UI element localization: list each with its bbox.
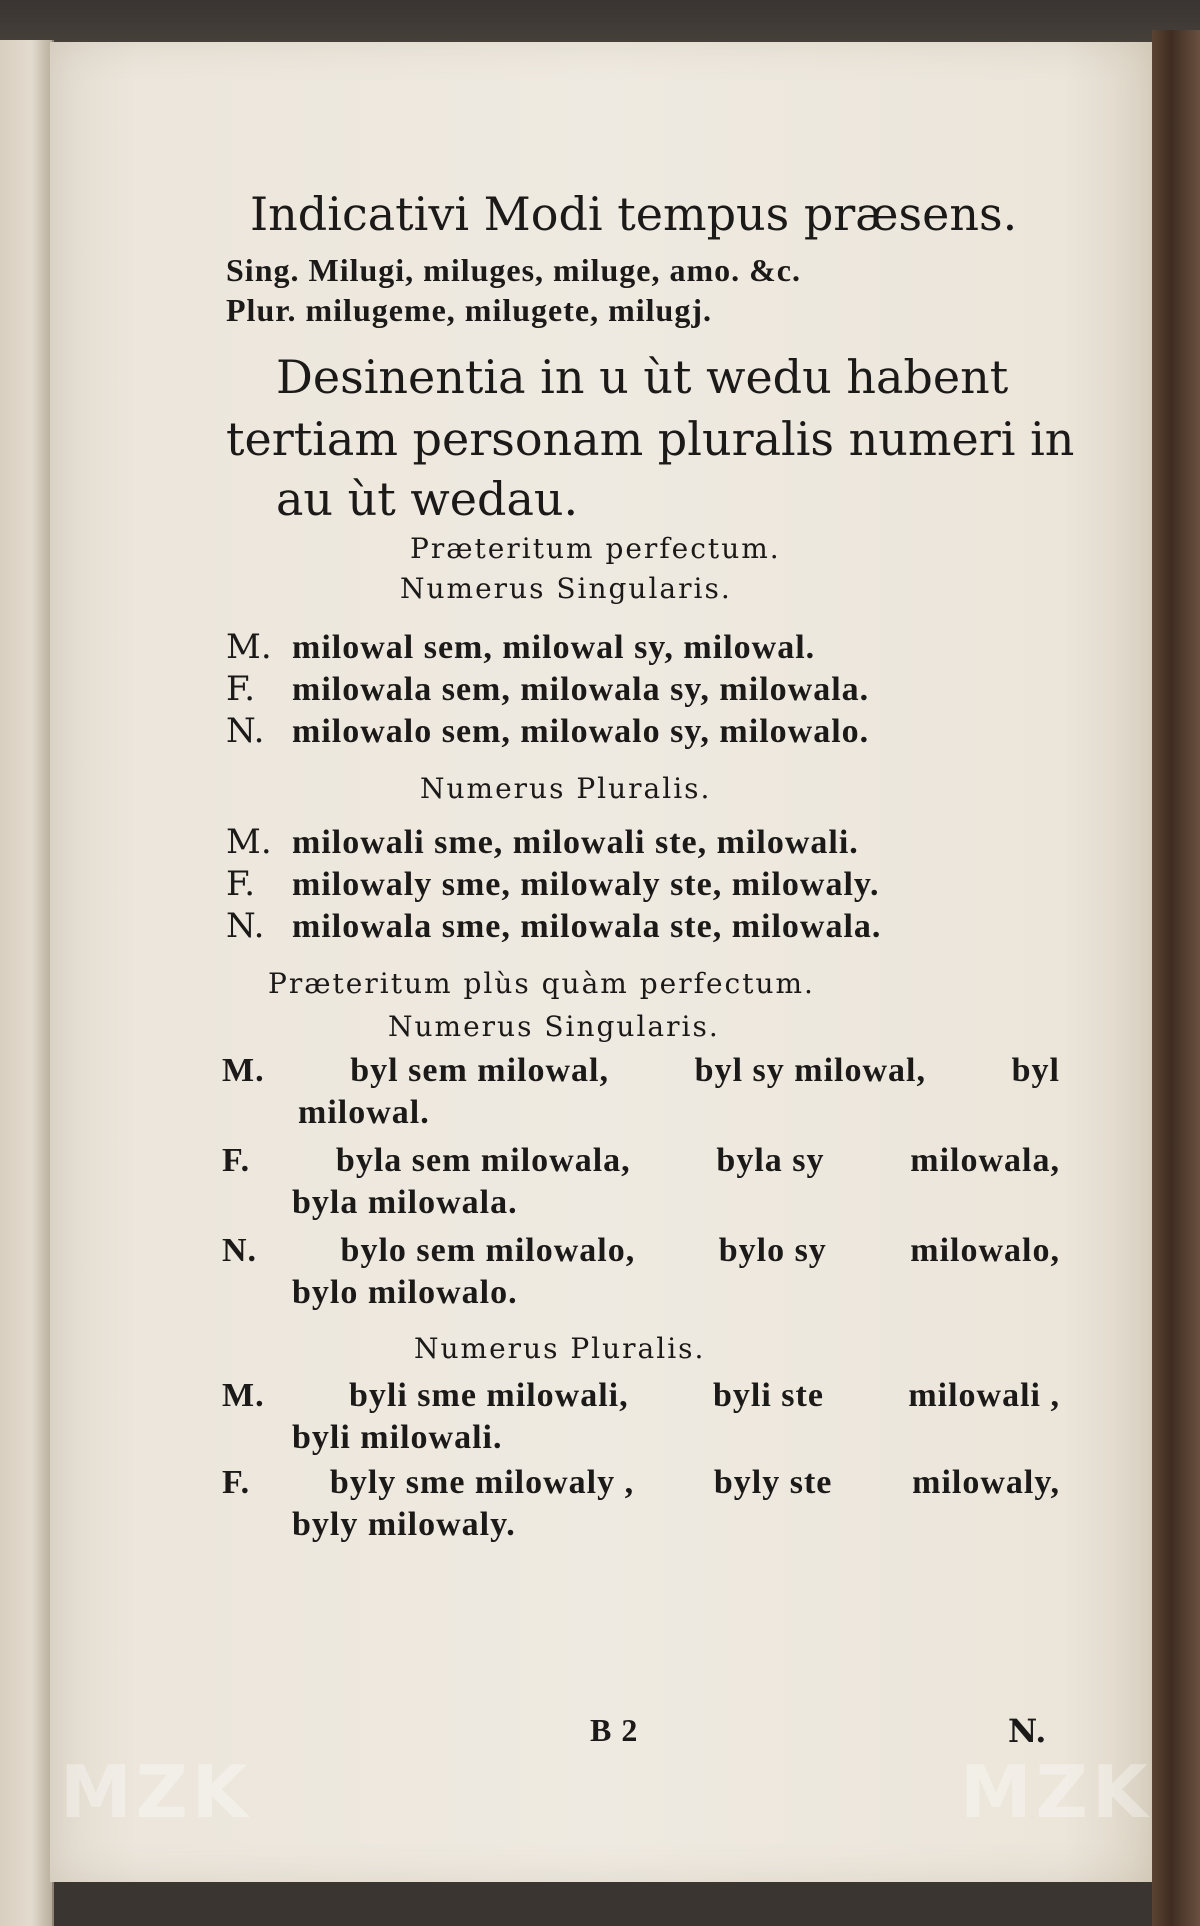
gender-label: N. — [226, 906, 265, 946]
sec1-plur-f — [226, 864, 880, 904]
gender-label: F. — [222, 1464, 251, 1501]
sec1-sub-plur: Numerus Pluralis. — [420, 772, 712, 805]
sec1-sing-f — [226, 669, 869, 709]
sec2-sing-f: F. byla sem milowala, byla sy milowala, — [222, 1142, 1060, 1179]
sec2-sing-n-cont: bylo milowalo. — [292, 1274, 518, 1311]
forms: milowala sem, milowala sy, milowala. — [292, 671, 870, 708]
gender-label: N. — [222, 1232, 258, 1269]
sec1-sub-sing: Numerus Singularis. — [400, 572, 732, 605]
book-page — [50, 42, 1152, 1882]
watermark-left: MZK — [60, 1750, 252, 1834]
sec2-sub-sing: Numerus Singularis. — [388, 1010, 720, 1043]
forms: milowaly sme, milowaly ste, milowaly. — [292, 866, 880, 903]
gender-label: N. — [226, 711, 265, 751]
sec2-plur-m: M. byli sme milowali, byli ste milowali , — [222, 1377, 1060, 1414]
gender-label: F. — [226, 864, 256, 904]
book-cover-edge — [1152, 30, 1200, 1926]
sec2-title: Præteritum plùs quàm perfectum. — [268, 967, 815, 1000]
gender-label: M. — [226, 822, 272, 862]
sec1-plur-n — [226, 906, 881, 946]
sec2-sing-m: M. byl sem milowal, byl sy milowal, byl — [222, 1052, 1060, 1089]
watermark-right: MZK — [960, 1750, 1152, 1834]
sec1-title: Præteritum perfectum. — [410, 532, 781, 565]
sec2-plur-f: F. byly sme milowaly , byly ste milowaly, — [222, 1464, 1060, 1501]
sing-line: Sing. Milugi, miluges, miluge, amo. &c. — [226, 252, 801, 288]
sec1-sing-m — [226, 627, 815, 667]
sec2-plur-f-cont: byly milowaly. — [292, 1506, 516, 1543]
gender-label: M. — [222, 1052, 265, 1089]
forms: milowal sem, milowal sy, milowal. — [292, 629, 816, 666]
gender-label: M. — [222, 1377, 265, 1414]
gender-label: F. — [226, 669, 256, 709]
desinentia-line-3: au ùt wedau. — [276, 472, 579, 526]
desinentia-line-2: tertiam personam pluralis numeri in — [226, 412, 1075, 466]
heading: Indicativi Modi tempus præsens. — [250, 187, 1018, 241]
sec2-plur-m-cont: byli milowali. — [292, 1419, 503, 1456]
gender-label: F. — [222, 1142, 251, 1179]
sec2-sing-n: N. bylo sem milowalo, bylo sy milowalo, — [222, 1232, 1060, 1269]
forms: milowala sme, milowala ste, milowala. — [292, 908, 882, 945]
plur-line: Plur. milugeme, milugete, milugj. — [226, 292, 712, 328]
sec1-plur-m — [226, 822, 859, 862]
sec2-sing-f-cont: byla milowala. — [292, 1184, 518, 1221]
catchword: N. — [1008, 1712, 1047, 1750]
forms: milowalo sem, milowalo sy, milowalo. — [292, 713, 870, 750]
gender-label: M. — [226, 627, 272, 667]
forms: milowali sme, milowali ste, milowali. — [292, 824, 859, 861]
signature-mark: B 2 — [590, 1712, 639, 1748]
desinentia-line-1: Desinentia in u ùt wedu habent — [276, 350, 1009, 404]
sec2-sing-m-cont: milowal. — [298, 1094, 430, 1131]
sec1-sing-n — [226, 711, 869, 751]
left-page-edge — [0, 40, 54, 1926]
sec2-sub-plur: Numerus Pluralis. — [414, 1332, 706, 1365]
